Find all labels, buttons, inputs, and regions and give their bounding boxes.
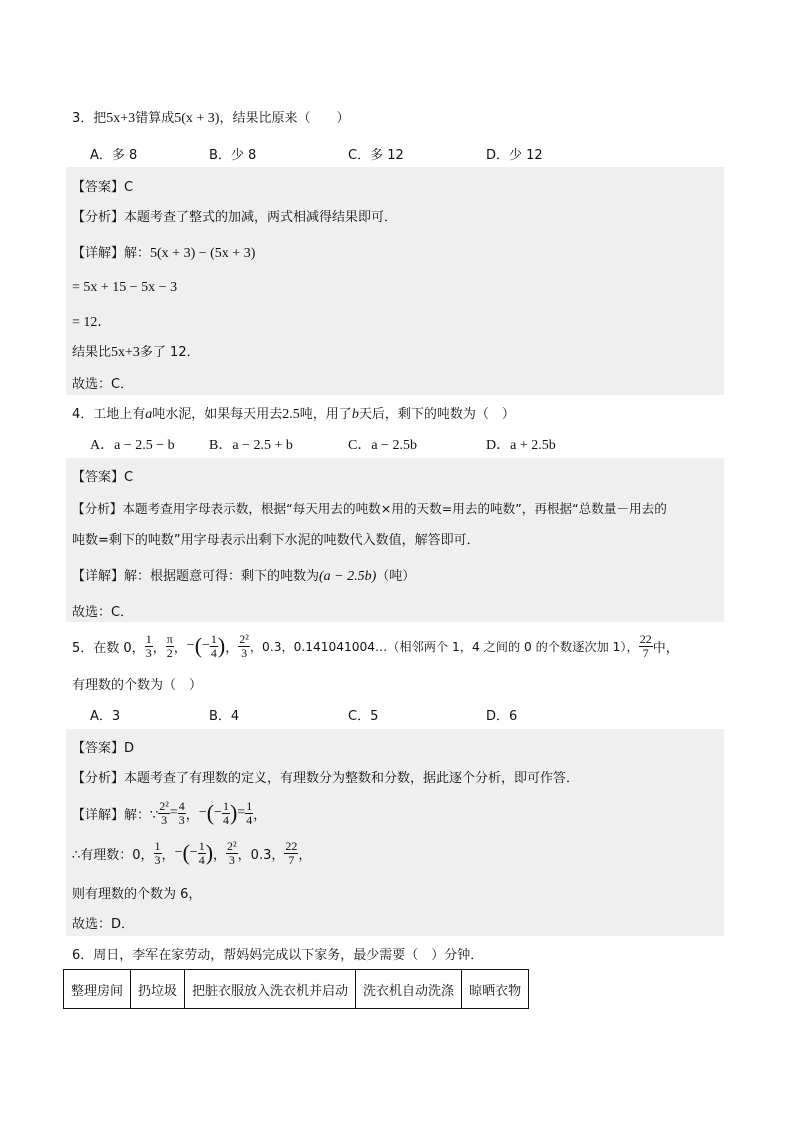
q5-rational-text: 0.3，: [250, 847, 285, 863]
fraction-1-3: [145, 633, 153, 660]
frac-num: 1: [222, 798, 229, 813]
frac-den: 3: [178, 812, 185, 827]
q4-var-b: b: [351, 407, 359, 422]
q5-detail: 【详解】解：∵ $\frac{\text{2²}}{3}$ = $\frac{4}{3}$ ， − ( − $\frac{1}{4}$ ) = $\frac{1}{4}$ ，: [72, 798, 267, 827]
q4-option-a: A．a − 2.5 − b: [90, 438, 175, 453]
q3-stem-text: ，结果比原来（ ）: [219, 111, 350, 126]
fraction-1-4: [210, 633, 218, 660]
equals-sign: =: [237, 805, 246, 820]
frac-den: 4: [210, 645, 217, 660]
q4-detail: [72, 565, 415, 585]
fraction-1-3: [154, 840, 162, 867]
q4-number: 2.5: [282, 407, 300, 422]
fraction-2sq-3: [226, 840, 238, 867]
q5-answer: 【答案】D: [72, 741, 135, 756]
frac-den: 7: [642, 645, 649, 660]
q4-stem-text: 吨，用了: [299, 407, 352, 422]
q4-stem-text: 吨水泥，如果每天用去: [152, 407, 283, 422]
frac-num: 1: [198, 838, 205, 853]
q4-answer: 【答案】C: [72, 470, 134, 485]
frac-den: 4: [198, 852, 205, 867]
fraction-22-7: [284, 840, 298, 867]
q4-detail-expr: (a − 2.5b): [319, 569, 377, 584]
frac-den: 4: [222, 812, 229, 827]
q5-option-c: C．5: [348, 709, 379, 724]
q5-stem-text: 中，: [652, 640, 679, 656]
q3-detail: [72, 242, 255, 262]
q5-analysis: 【分析】本题考查了有理数的定义，有理数分为整数和分数，据此逐个分析，即可作答．: [72, 771, 580, 786]
frac-num: 2²: [239, 631, 249, 646]
fraction-1-4: [245, 800, 253, 827]
frac-den: 2: [166, 645, 173, 660]
q3-result-expr: 5x+3: [111, 345, 140, 360]
q3-expr-original: 5x+3: [106, 111, 136, 126]
frac-num: 22: [639, 631, 652, 646]
q5-count: 则有理数的个数为 6，: [72, 887, 202, 902]
q4-analysis-line2: 吨数=剩下的吨数”用字母表示出剩下水泥的吨数代入数值，解答即可．: [72, 533, 480, 548]
frac-den: 3: [161, 812, 168, 827]
q4-stem: [72, 403, 515, 423]
frac-num: 1: [145, 631, 152, 646]
q3-stem-text: 3．把: [72, 111, 107, 126]
fraction-2sq-3: [158, 800, 170, 827]
q3-stem-text: 错算成: [135, 111, 175, 126]
q4-detail-text: 【详解】解：根据题意可得：剩下的吨数为: [72, 569, 320, 584]
frac-den: 3: [154, 852, 161, 867]
frac-num: 1: [210, 631, 217, 646]
q5-option-d: D．6: [486, 709, 518, 724]
q3-result-text: 多了 12．: [139, 345, 200, 360]
equals-sign: =: [169, 805, 178, 820]
q5-option-b: B．4: [209, 709, 240, 724]
frac-num: 1: [154, 838, 161, 853]
fraction-22-7: [639, 633, 653, 660]
q3-option-a: A．多 8: [90, 148, 138, 163]
q5-rational-label: ∴有理数：0，: [72, 847, 154, 863]
q4-detail-unit: （吨）: [376, 569, 416, 584]
q3-answer: 【答案】C: [72, 180, 134, 195]
q3-result: [72, 341, 200, 361]
fraction-pi-2: [166, 633, 174, 660]
frac-num: 22: [285, 838, 298, 853]
q4-var-a: a: [145, 407, 153, 422]
q4-stem-text: 天后，剩下的吨数为（ ）: [358, 407, 515, 422]
q5-solution-box: [66, 729, 724, 936]
fraction-2sq-3: [238, 633, 250, 660]
frac-den: 3: [241, 645, 248, 660]
frac-num: π: [166, 631, 173, 646]
fraction-1-4: [198, 840, 206, 867]
frac-den: 4: [246, 812, 253, 827]
q6-stem: 6．周日，李军在家劳动，帮妈妈完成以下家务，最少需要（ ）分钟．: [72, 948, 484, 963]
q4-option-c: C．a − 2.5b: [348, 438, 417, 453]
frac-den: 3: [228, 852, 235, 867]
frac-num: 2²: [227, 838, 237, 853]
frac-num: 4: [178, 798, 185, 813]
q3-step1: = 5x + 15 − 5x − 3: [72, 280, 178, 295]
q3-stem: [72, 107, 349, 127]
q3-choice: 故选：C．: [72, 377, 134, 392]
q5-stem-line2: 有理数的个数为（ ）: [72, 678, 203, 693]
q3-detail-label: 【详解】解：: [72, 246, 151, 261]
table-cell: 扔垃圾: [131, 970, 185, 1009]
q5-rational-list: ∴有理数：0， $\frac{1}{3}$ ， − ( − $\frac{1}{4}$ ) ， $\frac{\text{2²}}{3}$ ， 0.3， $\frac{22}{7}$ ，: [72, 838, 312, 867]
table-cell: 晾晒衣物: [462, 970, 529, 1009]
q3-option-b: B．少 8: [209, 148, 257, 163]
q5-choice: 故选：D．: [72, 917, 135, 932]
q3-detail-expr: 5(x + 3) − (5x + 3): [150, 246, 256, 261]
chores-table: [63, 969, 529, 1009]
table-cell: 洗衣机自动洗涤: [356, 970, 462, 1009]
frac-num: 1: [246, 798, 253, 813]
q5-stem-text: 5．在数 0，: [72, 640, 145, 656]
q4-stem-text: 4．工地上有: [72, 407, 146, 422]
fraction-4-3: [178, 800, 186, 827]
q5-option-a: A．3: [90, 709, 121, 724]
q4-analysis-line1: 【分析】本题考查用字母表示数，根据“每天用去的吨数×用的天数=用去的吨数”，再根据“总数量－用去的: [72, 501, 667, 516]
frac-num: 2²: [159, 798, 169, 813]
table-row: [64, 970, 529, 1009]
q3-analysis: 【分析】本题考查了整式的加减，两式相减得结果即可．: [72, 210, 398, 225]
q3-step2: = 12．: [72, 315, 112, 330]
frac-den: 7: [288, 852, 295, 867]
q5-stem-line1: 5．在数 0， $\frac{1}{3}$ ， $\frac{\pi}{2}$ ， − ( − $\frac{1}{4}$ ) ， $\frac{\text{2²}}{3}$ ，0.3，0.141041004…（相邻两个 1，4 之间的 0 的个数逐次加 1）， $\frac{22}{7}$ 中，: [72, 631, 679, 660]
q3-result-text: 结果比: [72, 345, 112, 360]
fraction-1-4: [222, 800, 230, 827]
q3-option-d: D．少 12: [486, 148, 543, 163]
q4-option-d: D．a + 2.5b: [486, 438, 556, 453]
table-cell: 整理房间: [64, 970, 131, 1009]
q3-option-c: C．多 12: [348, 148, 404, 163]
q5-stem-text: ，0.3，0.141041004…（相邻两个 1，4 之间的 0 的个数逐次加 1），: [249, 639, 639, 654]
table-cell: 把脏衣服放入洗衣机并启动: [185, 970, 356, 1009]
q4-option-b: B．a − 2.5 + b: [209, 438, 293, 453]
q3-expr-wrong: 5(x + 3): [174, 111, 220, 126]
q4-choice: 故选：C．: [72, 605, 134, 620]
frac-den: 3: [145, 645, 152, 660]
q5-detail-label: 【详解】解：∵: [72, 807, 159, 823]
